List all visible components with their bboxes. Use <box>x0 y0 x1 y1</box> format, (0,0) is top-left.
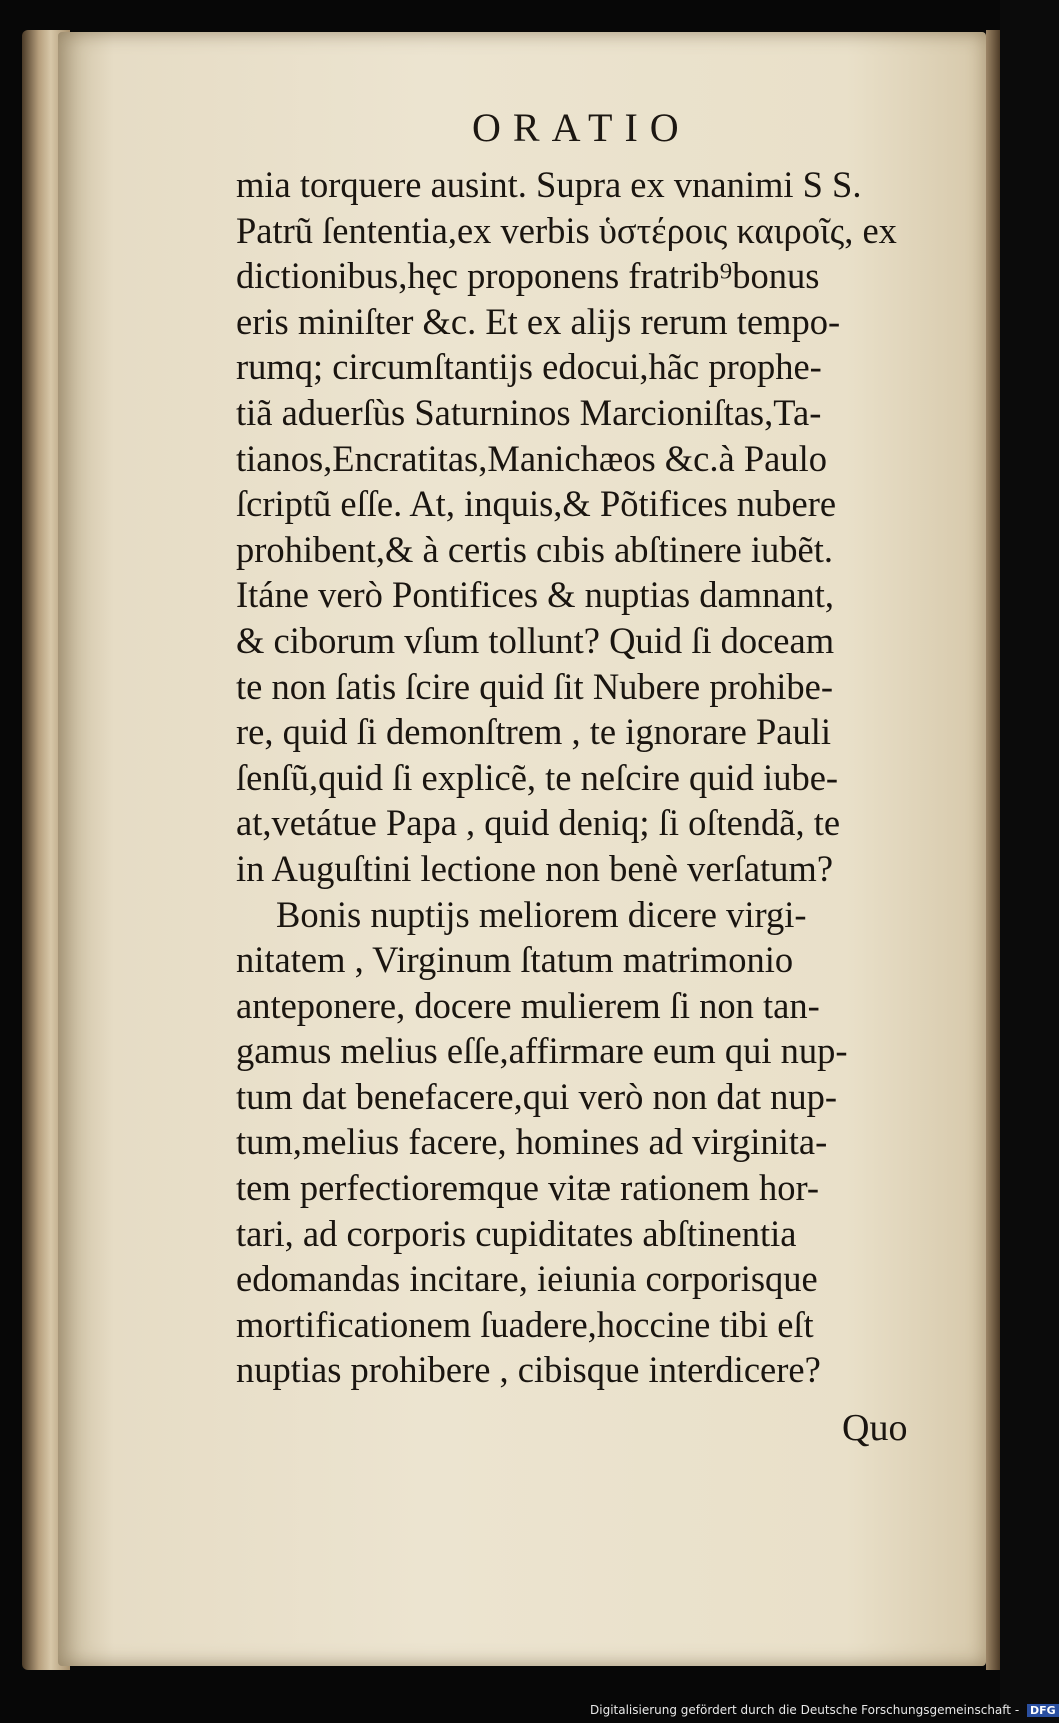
text-line: anteponere, docere mulierem ſi non tan- <box>236 984 820 1026</box>
text-line: ſcriptũ eſſe. At, inquis,& Põtifices nubere <box>236 483 837 525</box>
text-line: tari, ad corporis cupiditates abſtinentia <box>236 1212 797 1254</box>
text-line: prohibent,& à certis cıbis abſtinere iubẽt. <box>236 528 833 570</box>
text-line: edomandas incitare, ieiunia corporisque <box>236 1258 818 1300</box>
credit-text: Digitalisierung gefördert durch die Deutsche Forschungsgemeinschaft - <box>590 1703 1020 1717</box>
text-line: nuptias prohibere , cibisque interdicere? <box>236 1349 821 1391</box>
text-line: Patrũ ſententia,ex verbis ὑστέροις καιροῖς, ex <box>236 209 897 251</box>
text-line: dictionibus,hęc proponens fratrib⁹bonus <box>236 255 820 297</box>
text-line: mia torquere ausint. Supra ex vnanimi S S. <box>236 164 862 205</box>
digitization-credit <box>590 1703 1059 1717</box>
text-line: mortificationem ſuadere,hoccine tibi eſt <box>236 1303 814 1345</box>
text-line: tiã aduerſùs Saturninos Marcioniſtas,Ta- <box>236 391 822 433</box>
text-line: tum dat benefacere,qui verò non dat nup- <box>236 1075 838 1117</box>
body-text <box>236 162 948 1393</box>
text-line: tianos,Encratitas,Manichæos &c.à Paulo <box>236 437 827 479</box>
text-line: tum,melius facere, homines ad virginita- <box>236 1121 828 1163</box>
text-line: te non ſatis ſcire quid ſit Nubere prohibe- <box>236 665 834 707</box>
running-header: ORATIO <box>472 105 691 150</box>
text-line: eris miniſter &c. Et ex alijs rerum tempo- <box>236 300 841 342</box>
dfg-logo: DFG <box>1027 1704 1059 1717</box>
text-line: Itáne verò Pontifices & nuptias damnant, <box>236 574 835 616</box>
text-line: & ciborum vſum tollunt? Quid ſi doceam <box>236 619 835 661</box>
text-line: nitatem , Virginum ſtatum matrimonio <box>236 939 794 981</box>
catchword: Quo <box>842 1407 908 1449</box>
text-line-paragraph-start: Bonis nuptijs meliorem dicere virgi- <box>276 893 807 935</box>
text-line: re, quid ſi demonſtrem , te ignorare Pauli <box>236 711 831 753</box>
text-line: gamus melius eſſe,affirmare eum qui nup- <box>236 1030 848 1072</box>
text-line: in Auguſtini lectione non benè verſatum? <box>236 847 834 889</box>
text-line: at,vetátue Papa , quid deniq; ſi oſtendã, te <box>236 802 841 844</box>
text-line: tem perfectioremque vitæ rationem hor- <box>236 1167 820 1209</box>
text-line: ſenſũ,quid ſi explicẽ, te neſcire quid iube- <box>236 756 839 798</box>
book-binding-edge <box>986 30 1000 1670</box>
text-line: rumq; circumſtantijs edocui,hãc prophe- <box>236 346 822 388</box>
